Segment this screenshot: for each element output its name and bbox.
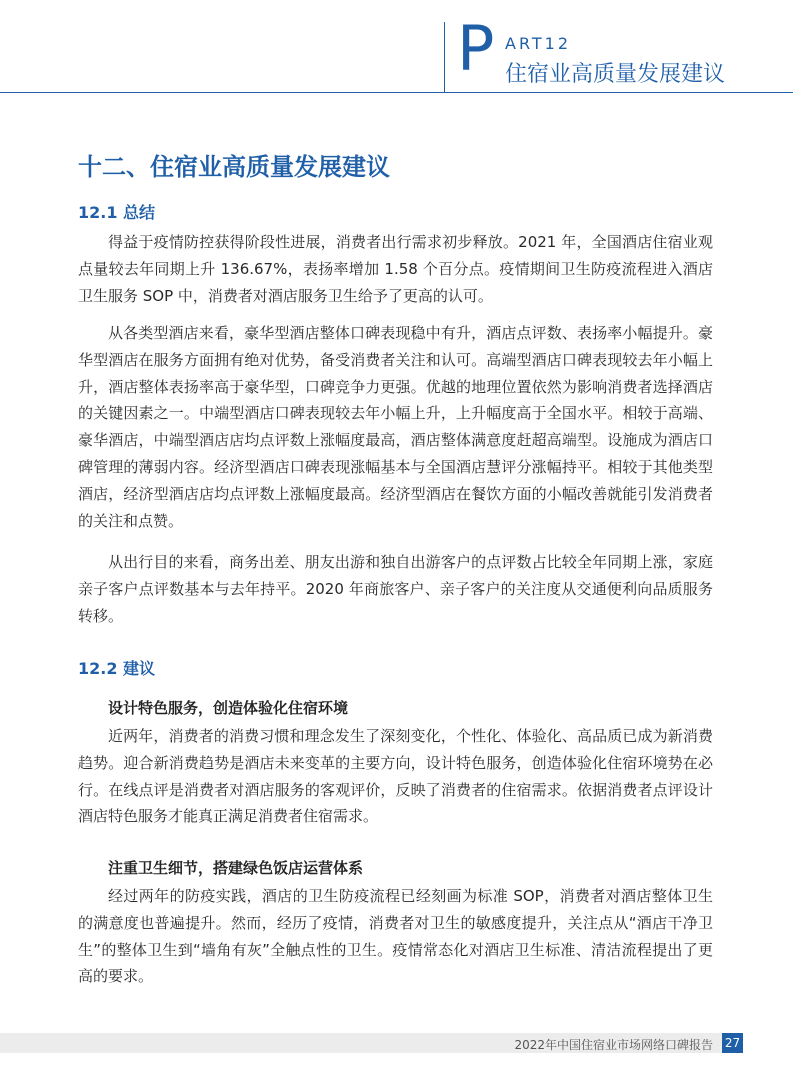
- suggestion-2-text: 经过两年的防疫实践，酒店的卫生防疫流程已经刻画为标准 SOP，消费者对酒店整体卫生的满意度也普遍提升。然而，经历了疫情，消费者对卫生的敏感度提升，关注点从“酒店干净卫生”的整体卫生到“墙角有灰”全触点性的卫生。疫情常态化对酒店卫生标准、清洁流程提出了更高的要求。: [78, 887, 713, 986]
- footer-report-title: 2022年中国住宿业市场网络口碑报告: [514, 1038, 713, 1052]
- summary-paragraph-3: 从出行目的来看，商务出差、朋友出游和独自出游客户的点评数占比较全年同期上涨，家庭亲子客户点评数基本与去年持平。2020 年商旅客户、亲子客户的关注度从交通便利向品质服务转移。: [78, 553, 713, 625]
- part-title: 住宿业高质量发展建议: [505, 62, 726, 87]
- summary-heading: 12.1 总结: [78, 203, 156, 222]
- summary-paragraph-1: 得益于疫情防控获得阶段性进展，消费者出行需求初步释放。2021 年，全国酒店住宿业观点量较去年同期上升 136.67%，表扬率增加 1.58 个百分点。疫情期间卫生防疫流程进入酒店卫生服务 SOP 中，消费者对酒店服务卫生给予了更高的认可。: [78, 233, 713, 305]
- suggestion-1-text: 近两年，消费者的消费习惯和理念发生了深刻变化，个性化、体验化、高品质已成为新消费趋势。迎合新消费趋势是酒店未来变革的主要方向，设计特色服务，创造体验化住宿环境势在必行。在线点评是消费者对酒店服务的客观评价，反映了消费者的住宿需求。依据消费者点评设计酒店特色服务才能真正满足消费者住宿需求。: [78, 727, 713, 826]
- suggestions-heading: 12.2 建议: [78, 659, 156, 678]
- page-number: 27: [722, 1033, 743, 1053]
- header-divider-vertical: [444, 22, 445, 92]
- header-divider-horizontal: [0, 92, 793, 93]
- suggestion-1-title: 设计特色服务，创造体验化住宿环境: [108, 699, 349, 717]
- summary-paragraph-2: 从各类型酒店来看，豪华型酒店整体口碑表现稳中有升，酒店点评数、表扬率小幅提升。豪华型酒店在服务方面拥有绝对优势，备受消费者关注和认可。高端型酒店口碑表现较去年小幅上升，酒店整体表扬率高于豪华型，口碑竞争力更强。优越的地理位置依然为影响消费者选择酒店的关键因素之一。中端型酒店口碑表现较去年小幅上升，上升幅度高于全国水平。相较于高端、豪华酒店，中端型酒店店均点评数上涨幅度最高，酒店整体满意度赶超高端型。设施成为酒店口碑管理的薄弱内容。经济型酒店口碑表现涨幅基本与全国酒店慧评分涨幅持平。相较于其他类型酒店，经济型酒店店均点评数上涨幅度最高。经济型酒店在餐饮方面的小幅改善就能引发消费者的关注和点赞。: [78, 324, 713, 530]
- part-big-letter: P: [457, 12, 495, 85]
- section-title: 十二、住宿业高质量发展建议: [78, 153, 390, 181]
- suggestion-2-title: 注重卫生细节，搭建绿色饭店运营体系: [108, 859, 364, 877]
- part-number: ART12: [505, 34, 572, 53]
